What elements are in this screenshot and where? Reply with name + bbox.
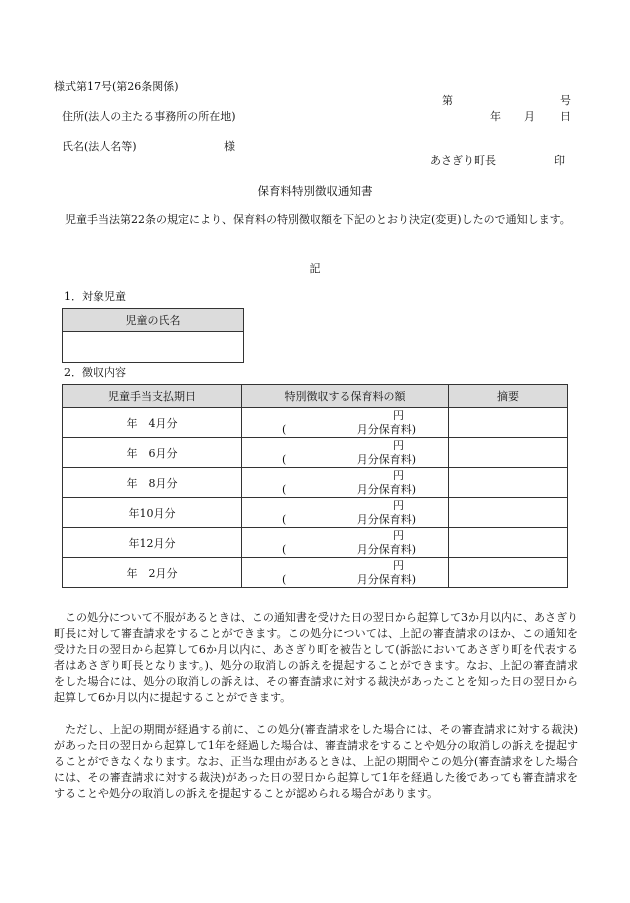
period-cell: 年 8月分	[63, 468, 242, 498]
open-paren: (	[282, 453, 287, 466]
amount-cell	[242, 438, 449, 468]
child-name-cell	[63, 332, 244, 363]
open-paren: (	[282, 543, 287, 556]
amount-cell	[242, 468, 449, 498]
yen-unit: 円	[393, 559, 404, 572]
remarks-cell	[449, 438, 568, 468]
collection-header-row	[63, 385, 568, 408]
open-paren: (	[282, 513, 287, 526]
period-cell: 年10月分	[63, 498, 242, 528]
child-name-header: 児童の氏名	[63, 309, 244, 332]
remarks-cell	[449, 528, 568, 558]
yen-unit: 円	[393, 499, 404, 512]
name-label: 氏名(法人名等)	[62, 140, 137, 153]
amount-cell	[242, 528, 449, 558]
notice-paragraph-2: ただし、上記の期間が経過する前に、この処分(審査請求をした場合には、その審査請求に対する裁決)があった日の翌日から起算して1年を経過した場合は、審査請求をすることや処分の取消しの訴えを提起することができなくなります。なお、正当な理由があるときは、上記の期間やこの処分(審査請求をした場合には、その審査請求に対する裁決)があった日の翌日から起算して1年を経過した後であっても審査請求をすることや処分の取消しの訴えを提起することが認められる場合があります。	[54, 723, 578, 800]
remarks-cell	[449, 498, 568, 528]
remarks-cell	[449, 558, 568, 588]
open-paren: (	[282, 423, 287, 436]
number-label-go: 号	[560, 94, 571, 107]
table-row	[63, 528, 568, 558]
yen-unit: 円	[393, 439, 404, 452]
notice-paragraph-1: この処分について不服があるときは、この通知書を受けた日の翌日から起算して3か月以内に、あさぎり町長に対して審査請求をすることができます。この処分については、上記の審査請求のほか、この通知を受けた日の翌日から起算して6か月以内に、あさぎり町を被告として(訴訟においてあさぎり町を代表する者はあさぎり町長となります。)、処分の取消しの訴えを提起することができます。なお、上記の審査請求をした場合には、処分の取消しの訴えは、その審査請求に対する裁決があったことを知った日の翌日から起算して6か月以内に提起することができます。	[54, 611, 578, 704]
number-label-dai: 第	[442, 94, 453, 107]
header-remarks: 摘要	[449, 385, 568, 408]
month-fee-label: 月分保育料)	[356, 513, 416, 526]
section-1-title: 1．対象児童	[64, 290, 126, 303]
header-amount: 特別徴収する保育料の額	[242, 385, 449, 408]
collection-table	[62, 384, 568, 588]
table-row	[63, 438, 568, 468]
remarks-cell	[449, 468, 568, 498]
yen-unit: 円	[393, 529, 404, 542]
open-paren: (	[282, 573, 287, 586]
amount-cell	[242, 558, 449, 588]
month-fee-label: 月分保育料)	[356, 423, 416, 436]
remarks-cell	[449, 408, 568, 438]
ki-heading: 記	[309, 262, 321, 275]
period-cell: 年 6月分	[63, 438, 242, 468]
date-month: 月	[524, 110, 535, 123]
form-number: 様式第17号(第26条関係)	[54, 80, 179, 93]
table-row	[63, 468, 568, 498]
issuer-name: あさぎり町長	[430, 154, 496, 167]
amount-cell	[242, 408, 449, 438]
month-fee-label: 月分保育料)	[356, 483, 416, 496]
yen-unit: 円	[393, 409, 404, 422]
table-row	[63, 498, 568, 528]
month-fee-label: 月分保育料)	[356, 573, 416, 586]
amount-cell	[242, 498, 449, 528]
child-name-table	[62, 308, 244, 363]
period-cell: 年12月分	[63, 528, 242, 558]
yen-unit: 円	[393, 469, 404, 482]
section-2-title: 2．徴収内容	[64, 366, 126, 379]
header-payment-date: 児童手当支払期日	[63, 385, 242, 408]
table-row	[63, 558, 568, 588]
address-label: 住所(法人の主たる事務所の所在地)	[62, 110, 236, 123]
intro-paragraph: 児童手当法第22条の規定により、保育料の特別徴収額を下記のとおり決定(変更)したので通知します。	[65, 213, 571, 226]
open-paren: (	[282, 483, 287, 496]
date-year: 年	[490, 110, 501, 123]
period-cell: 年 4月分	[63, 408, 242, 438]
period-cell: 年 2月分	[63, 558, 242, 588]
seal-mark: 印	[554, 154, 565, 167]
month-fee-label: 月分保育料)	[356, 543, 416, 556]
document-title: 保育料特別徴収通知書	[257, 184, 373, 198]
table-row	[63, 408, 568, 438]
month-fee-label: 月分保育料)	[356, 453, 416, 466]
honorific: 様	[224, 140, 235, 153]
date-day: 日	[560, 110, 571, 123]
